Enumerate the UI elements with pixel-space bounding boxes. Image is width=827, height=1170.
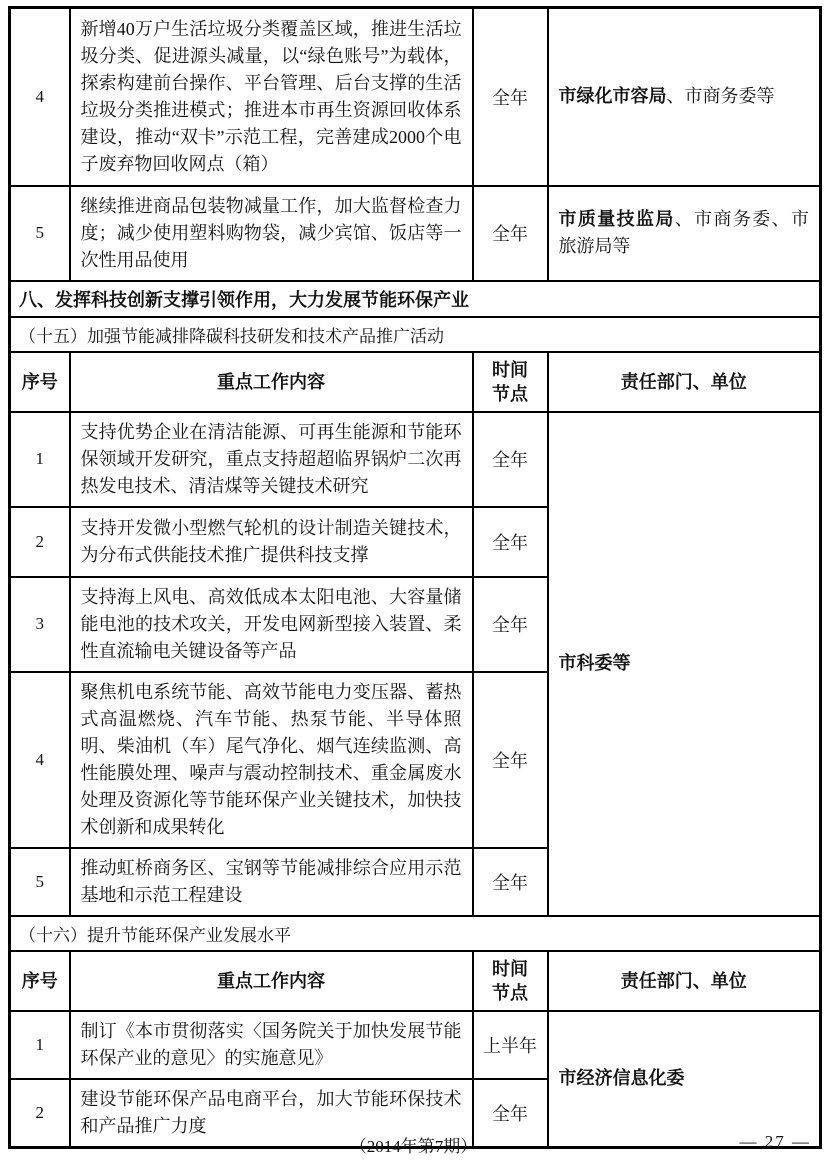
row-number: 4 <box>10 672 70 848</box>
row-number: 4 <box>10 8 70 186</box>
dept-primary: 市绿化市容局 <box>558 86 667 107</box>
header-num: 序号 <box>10 951 70 1011</box>
page-footer <box>0 1132 827 1158</box>
header-time-line1: 时间 <box>492 359 528 380</box>
work-plan-table <box>8 6 822 1149</box>
time-cell: 全年 <box>473 507 548 577</box>
content-cell: 推动虹桥商务区、宝钢等节能减排综合应用示范基地和示范工程建设 <box>70 848 473 916</box>
row-number: 5 <box>10 186 70 281</box>
content-cell: 制订《本市贯彻落实〈国务院关于加快发展节能环保产业的意见〉的实施意见》 <box>70 1011 473 1079</box>
row-number: 5 <box>10 848 70 916</box>
time-cell: 上半年 <box>473 1011 548 1079</box>
subsection-title: （十六）提升节能环保产业发展水平 <box>10 916 821 951</box>
dept-primary: 市质量技监局 <box>558 209 675 229</box>
content-cell: 支持开发微小型燃气轮机的设计制造关键技术，为分布式供能技术推广提供科技支撑 <box>70 507 473 577</box>
section-title: 八、发挥科技创新支撑引领作用，大力发展节能环保产业 <box>10 281 821 317</box>
page-number: — 27 — <box>739 1132 811 1151</box>
content-cell: 支持优势企业在清洁能源、可再生能源和节能环保领域开发研究，重点支持超超临界锅炉二次再热发电技术、清洁煤等关键技术研究 <box>70 412 473 507</box>
content-cell: 支持海上风电、高效低成本太阳电池、大容量储能电池的技术攻关，开发电网新型接入装置、柔性直流输电关键设备等产品 <box>70 577 473 672</box>
dept-cell <box>548 186 821 281</box>
header-num: 序号 <box>10 352 70 412</box>
table-row <box>10 412 821 507</box>
time-cell: 全年 <box>473 848 548 916</box>
row-number: 2 <box>10 507 70 577</box>
table-row <box>10 1011 821 1079</box>
column-header-row <box>10 352 821 412</box>
dept-secondary: 、市商务委等 <box>666 86 775 107</box>
table-row <box>10 186 821 281</box>
content-cell: 继续推进商品包装物减量工作，加大监督检查力度；减少使用塑料购物袋，减少宾馆、饭店等一次性用品使用 <box>70 186 473 281</box>
row-number: 1 <box>10 412 70 507</box>
content-cell: 聚焦机电系统节能、高效节能电力变压器、蓄热式高温燃烧、汽车节能、热泵节能、半导体照明、柴油机（车）尾气净化、烟气连续监测、高性能膜处理、噪声与震动控制技术、重金属废水处理及资源化等节能环保产业关键技术，加快技术创新和成果转化 <box>70 672 473 848</box>
content-cell: 新增40万户生活垃圾分类覆盖区域，推进生活垃圾分类、促进源头减量，以“绿色账号”为载体，探索构建前台操作、平台管理、后台支撑的生活垃圾分类推进模式；推进本市再生资源回收体系建设，推动“双卡”示范工程，完善建成2000个电子废弃物回收网点（箱） <box>70 8 473 186</box>
header-time <box>473 352 548 412</box>
column-header-row <box>10 951 821 1011</box>
header-time <box>473 951 548 1011</box>
dept-cell: 市经济信息化委 <box>548 1011 821 1148</box>
time-cell: 全年 <box>473 577 548 672</box>
subsection-row <box>10 916 821 951</box>
time-cell: 全年 <box>473 1079 548 1148</box>
header-content: 重点工作内容 <box>70 951 473 1011</box>
dept-cell: 市科委等 <box>548 412 821 916</box>
dept-secondary: 、市商务委、市旅游局等 <box>558 209 809 256</box>
time-cell: 全年 <box>473 412 548 507</box>
row-number: 2 <box>10 1079 70 1148</box>
header-time-line1: 时间 <box>492 958 528 979</box>
time-cell: 全年 <box>473 672 548 848</box>
time-cell: 全年 <box>473 8 548 186</box>
header-content: 重点工作内容 <box>70 352 473 412</box>
header-time-line2: 节点 <box>492 982 528 1003</box>
subsection-row <box>10 317 821 352</box>
time-cell: 全年 <box>473 186 548 281</box>
row-number: 3 <box>10 577 70 672</box>
section-header-row <box>10 281 821 317</box>
header-time-line2: 节点 <box>492 383 528 404</box>
subsection-title: （十五）加强节能减排降碳科技研发和技术产品推广活动 <box>10 317 821 352</box>
row-number: 1 <box>10 1011 70 1079</box>
issue-label: （2014年第7期） <box>349 1137 478 1156</box>
header-dept: 责任部门、单位 <box>548 951 821 1011</box>
dept-cell <box>548 8 821 186</box>
content-cell: 建设节能环保产品电商平台，加大节能环保技术和产品推广力度 <box>70 1079 473 1148</box>
table-row <box>10 8 821 186</box>
header-dept: 责任部门、单位 <box>548 352 821 412</box>
